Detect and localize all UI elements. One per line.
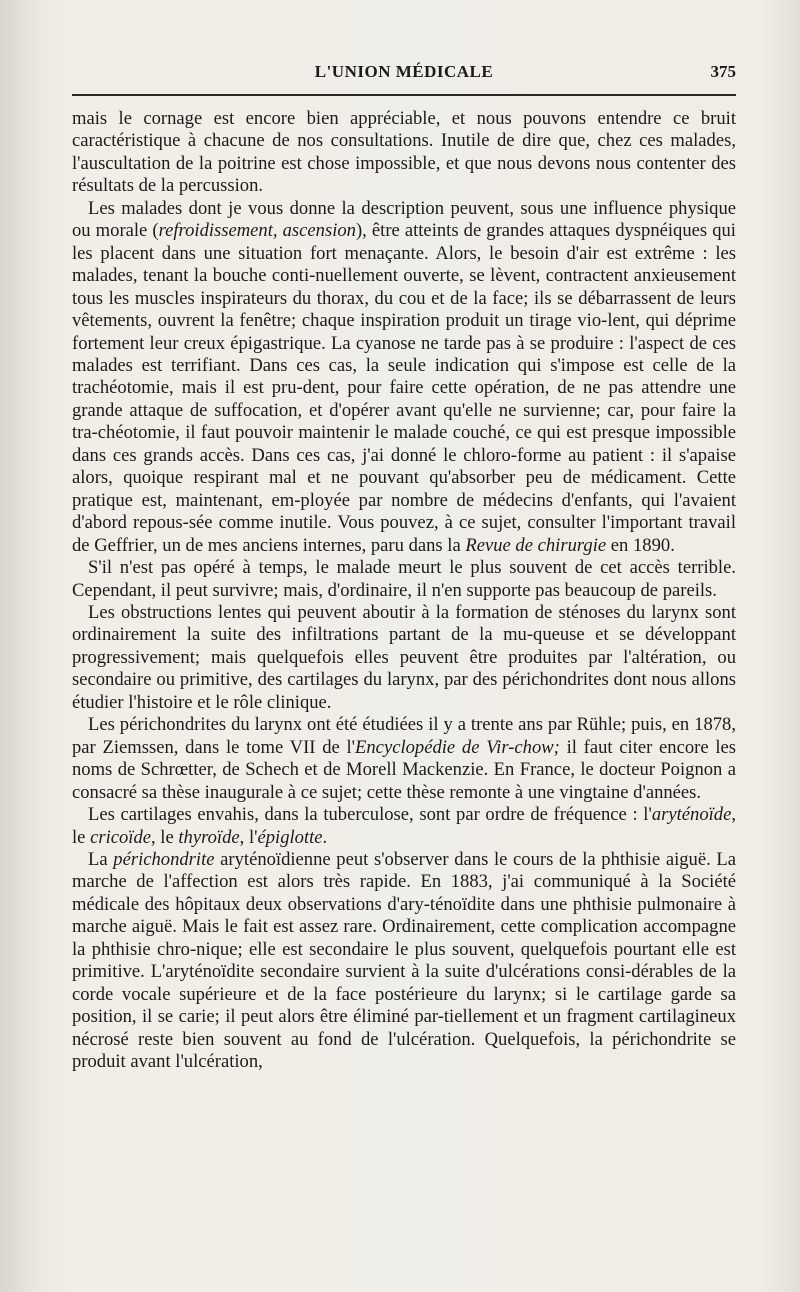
paragraph	[72, 602, 736, 714]
italic-segment: thyroïde	[178, 826, 240, 848]
paragraph	[72, 557, 736, 602]
page-number: 375	[710, 62, 736, 81]
italic-segment: aryténoïde	[651, 804, 732, 826]
paragraph	[72, 198, 736, 557]
text-segment: il faut citer encore les noms de Schrœtter, de Schech et de Morell Mackenzie. En France, le docteur Poignon a consacré sa thèse inaugurale à ce sujet; cette thèse remonte à une vingtaine d'années.	[72, 736, 736, 803]
text-segment: , le	[72, 804, 736, 848]
text-segment: aryténoïdienne peut s'observer dans le cours de la phthisie aiguë. La marche de l'affection est alors très rapide. En 1883, j'ai communiqué à la Société médicale des hôpitaux deux observations d'ary-ténoïdite dans une phthisie pulmonaire à marche aiguë. Mais le fait est assez rare. Ordinairement, cette complication accompagne la phthisie chro-nique; elle est secondaire le plus souvent, quelquefois pourtant elle est primitive. L'aryténoïdite secondaire survient à la suite d'ulcérations consi-dérables de la corde vocale supérieure et de la face postérieure du larynx; si le cartilage garde sa position, il se carie; il peut alors être éliminé par-tiellement et un fragment cartilagineux nécrosé reste bien souvent au fond de l'ulcération. Quelquefois, la périchondrite se produit avant l'ulcération,	[72, 848, 737, 1073]
italic-segment: cricoïde	[90, 826, 151, 848]
text-segment: S'il n'est pas opéré à temps, le malade meurt le plus souvent de cet accès terrible. Cependant, il peut survivre; mais, d'ordinaire, il n'en supporte pas beaucoup de pareils.	[72, 557, 736, 601]
text-segment: ), être atteints de grandes attaques dyspnéiques qui les placent dans une situation fort menaçante. Alors, le besoin d'air est extrême : les malades, tenant la bouche conti-nuellement ouverte, se lèvent, contractent anxieusement tous les muscles inspirateurs du thorax, du cou et de la face; ils se débarrassent de leurs vêtements, ouvrent la fenêtre; chaque inspiration produit un tirage vio-lent, qui déprime fortement leur creux épigastrique. La cyanose ne tarde pas à se produire : l'aspect de ces malades est terrifiant. Dans ces cas, la seule indication qui s'impose est celle de la trachéotomie, mais il est pru-dent, pour faire cette opération, de ne pas attendre une grande attaque de suffocation, et d'opérer avant qu'elle ne survienne; car, pour faire la tra-chéotomie, il faut pouvoir maintenir le malade couché, ce qui est presque impossible dans ces grands accès. Dans ces cas, j'ai donné le chloro-forme au patient : il s'apaise alors, quoique respirant mal et ne pouvant qu'absorber peu de médicament. Cette pratique est, maintenant, em-ployée par nombre de médecins d'enfants, qui l'avaient d'abord repous-sée comme inutile. Vous pouvez, à ce sujet, consulter l'important travail de Geffrier, un de mes anciens internes, paru dans la	[72, 220, 736, 556]
paragraph	[72, 108, 736, 198]
text-segment: , le	[151, 826, 179, 848]
text-segment: Les malades dont je vous donne la description peuvent, sous une influence physique ou morale (	[72, 197, 736, 242]
body-text	[72, 108, 736, 1073]
text-segment: Les périchondrites du larynx ont été étudiées il y a trente ans par Rühle; puis, en 1878, par Ziemssen, dans le tome VII de l'	[72, 714, 736, 758]
text-segment: .	[322, 826, 328, 848]
paragraph	[72, 714, 736, 804]
paragraph	[72, 849, 736, 1074]
italic-segment: Revue de chirurgie	[465, 534, 607, 556]
running-title: L'UNION MÉDICALE	[314, 62, 494, 81]
paragraph	[72, 804, 736, 849]
text-segment: Les obstructions lentes qui peuvent aboutir à la formation de sténoses du larynx sont ordinairement la suite des infiltrations partant de la mu-queuse et se développant progressivement; mais quelquefois elles peuvent être produites par l'altération, ou secondaire ou primitive, des cartilages du larynx, par des périchondrites dont nous allons étudier l'histoire et le rôle clinique.	[72, 601, 736, 713]
text-segment: mais le cornage est encore bien appréciable, et nous pouvons entendre ce bruit caractéristique à chacune de nos consultations. Inutile de dire que, chez ces malades, l'auscultation de la poitrine est chose impossible, et que nous devons nous contenter des résultats de la percussion.	[72, 108, 736, 197]
page-header	[72, 62, 736, 92]
header-rule	[72, 94, 736, 96]
italic-segment: épiglotte	[257, 826, 323, 848]
text-segment: Les cartilages envahis, dans la tuberculose, sont par ordre de fréquence : l'	[88, 804, 652, 826]
text-segment: en 1890.	[606, 534, 675, 556]
text-segment: La	[88, 848, 114, 870]
italic-segment: refroidissement, ascension	[158, 220, 356, 242]
italic-segment: Encyclopédie de Vir-chow;	[355, 736, 560, 758]
italic-segment: périchondrite	[113, 848, 215, 870]
text-segment: , l'	[239, 826, 258, 848]
